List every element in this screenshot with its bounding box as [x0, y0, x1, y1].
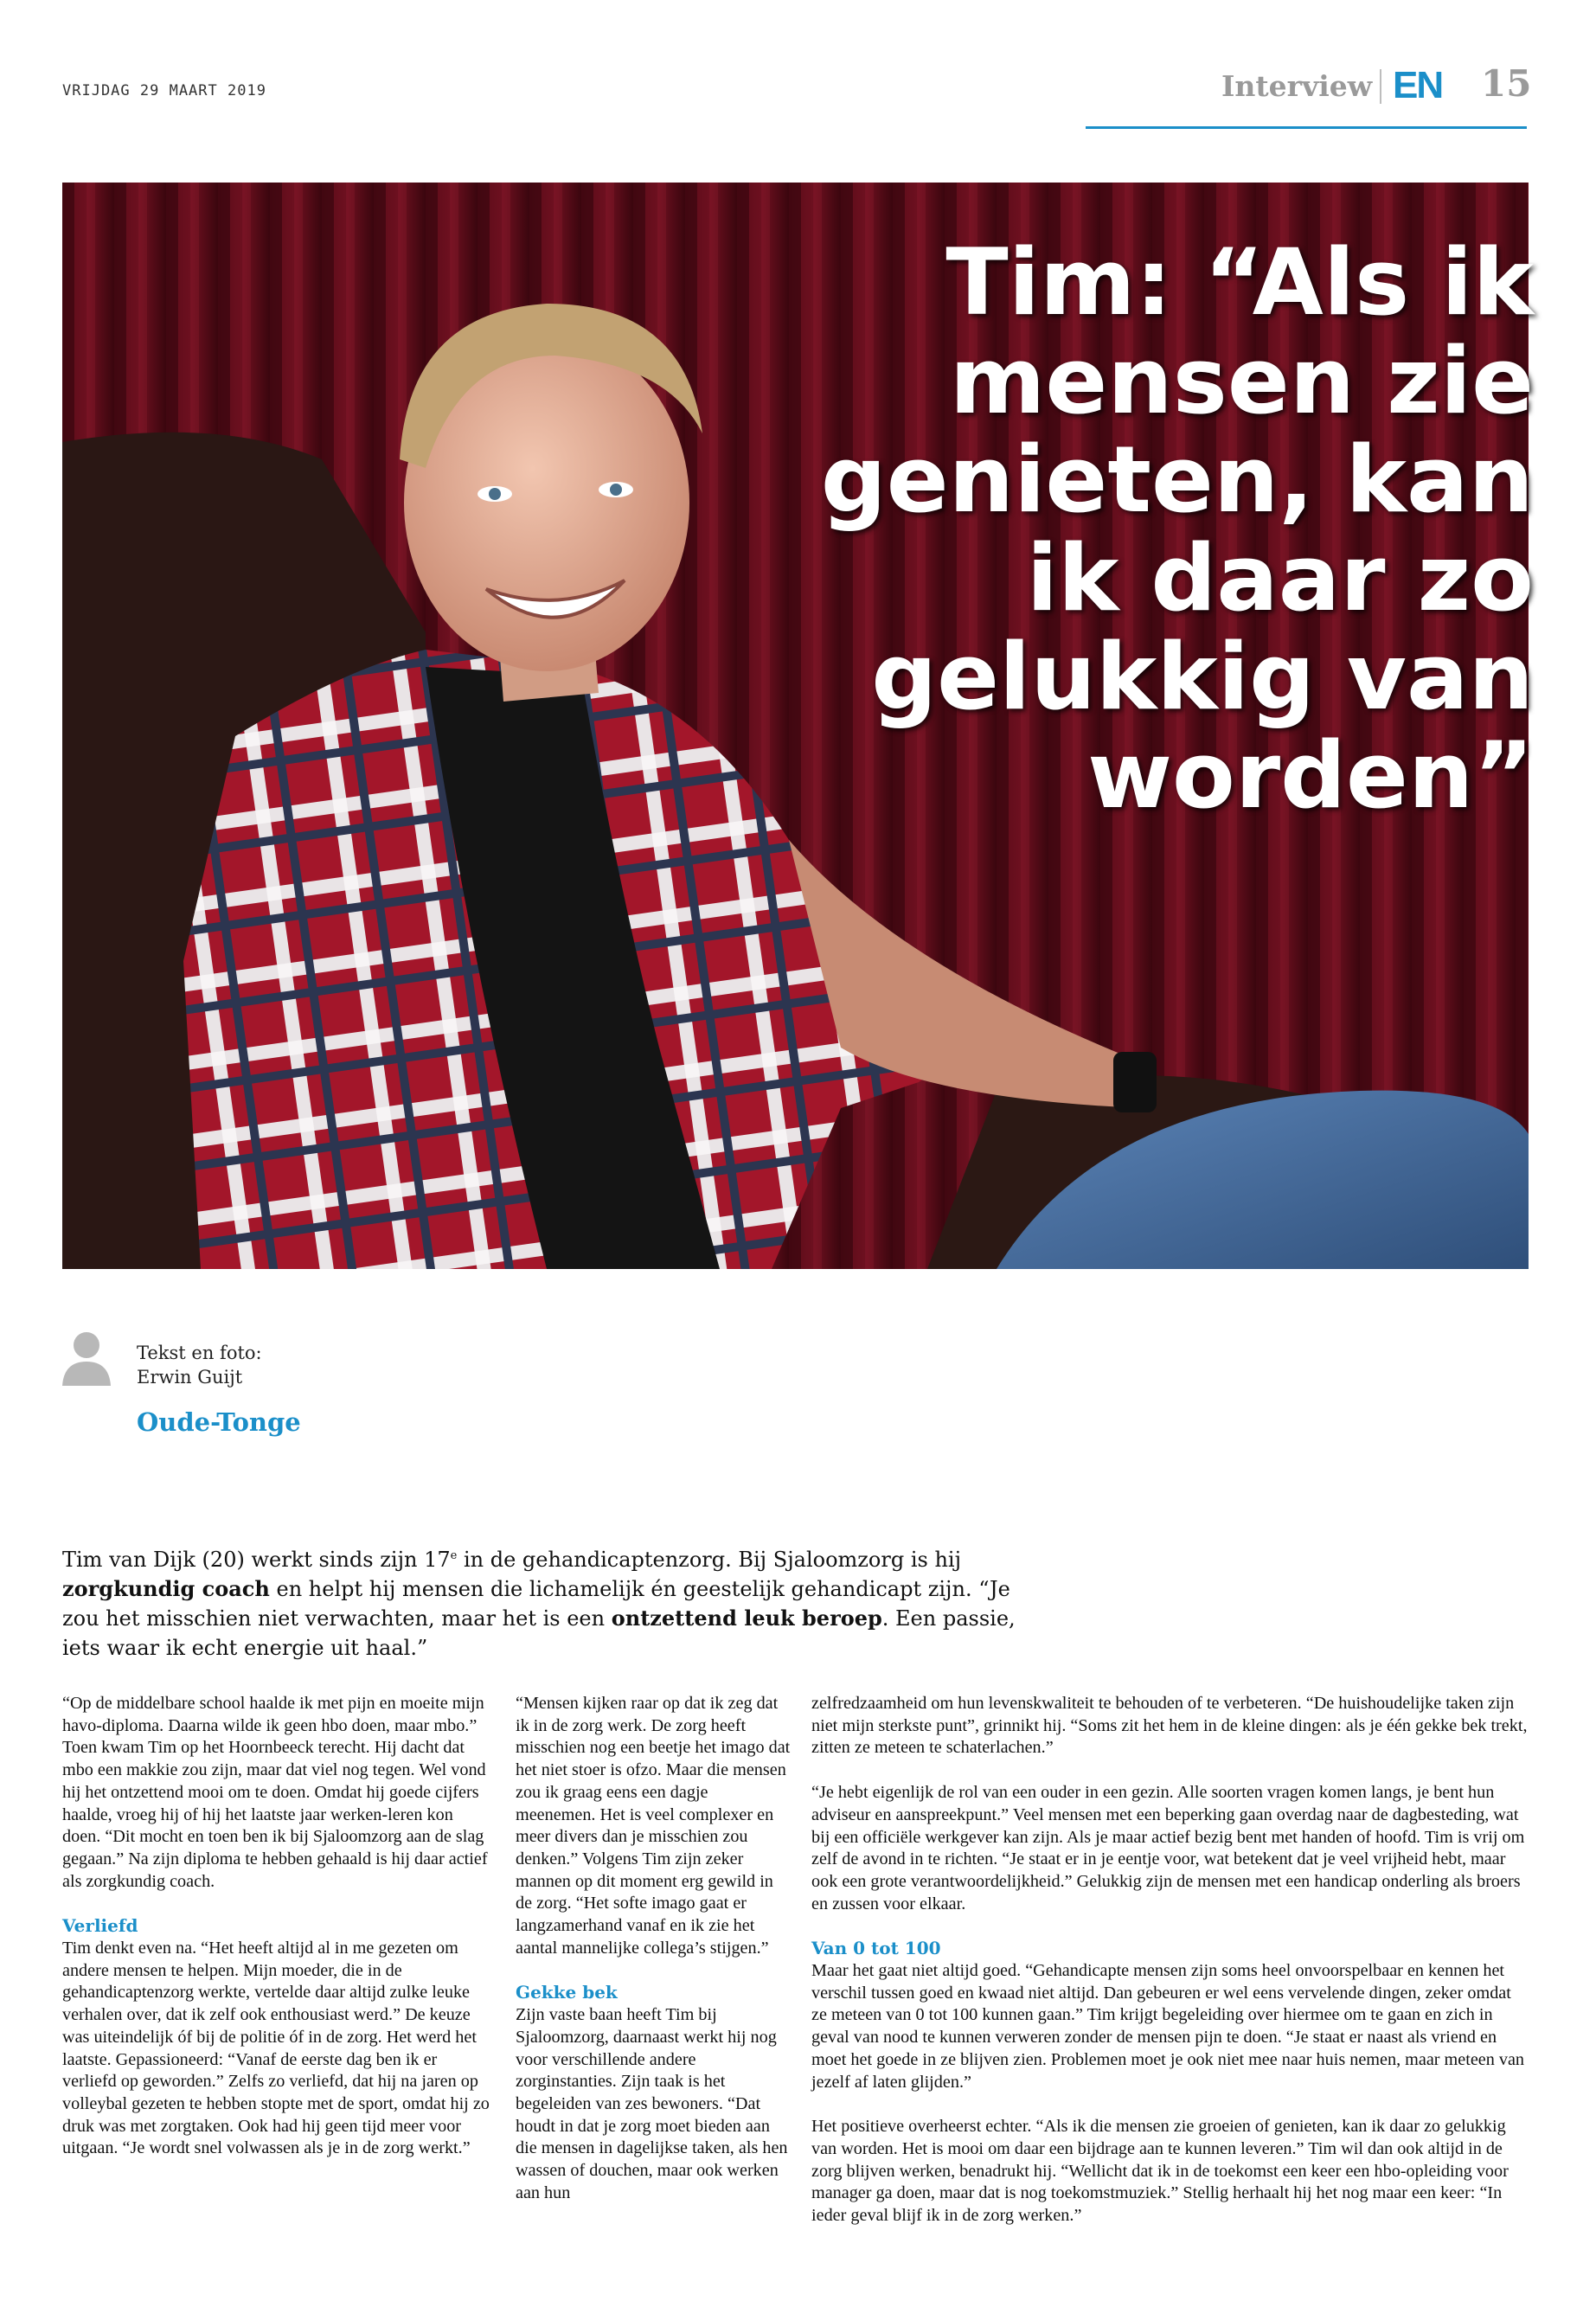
header-divider	[1380, 69, 1381, 104]
body-paragraph: Het positieve overheerst echter. “Als ik die mensen zie groeien of genieten, kan ik daar zo gelukkig van worden. Het is mooi om daar een bijdrage aan te kunnen leveren.” Tim wil dan ook altijd in de zorg blijven werken, benadrukt hij. “Wellicht dat ik in de toekomst een keer een hbo-opleiding voor manager ga doen, maar dat is nog toekomstmuziek.” Stellig herhaalt hij het nog maar een keer: “In ieder geval blijf ik in de zorg werken.”	[811, 2117, 1509, 2226]
body-paragraph: Zijn vaste baan heeft Tim bij Sjaloomzorg, daarnaast werkt hij nog voor verschillende andere zorginstanties. Zijn taak is het begeleiden van zes bewoners. “Dat houdt in dat je zorg moet bieden aan die mensen in dagelijkse taken, als hen wassen of douchen, maar ook werken aan hun	[516, 2005, 788, 2202]
intro-paragraph	[62, 1541, 1022, 1663]
intro-bold: ontzettend leuk beroep	[611, 1606, 882, 1631]
intro-text: in de gehandicaptenzorg. Bij Sjaloomzorg is hij	[457, 1548, 962, 1572]
subheading: Verliefd	[62, 1915, 138, 1937]
headline-line: Tim: “Als ik	[945, 229, 1534, 336]
body-paragraph: “Mensen kijken raar op dat ik zeg dat ik in de zorg werk. De zorg heeft misschien nog een beetje het imago dat het niet stoer is ofzo. Maar die mensen zou ik graag eens een dagje meenemen. Het is veel complexer en meer divers dan je misschien zou denken.” Volgens Tim zijn zeker mannen op dit moment erg gewild in de zorg. “Het softe imago gaat er langzamerhand vanaf en ik zie het aantal mannelijke collega’s stijgen.”	[516, 1694, 791, 1958]
person-icon	[62, 1330, 111, 1386]
page-number: 15	[1481, 62, 1532, 105]
issue-date: VRIJDAG 29 MAART 2019	[62, 82, 266, 99]
body-paragraph: Tim denkt even na. “Het heeft altijd al in me gezeten om andere mensen te helpen. Mijn moeder, die in de gehandicaptenzorg werkte, vertelde daar altijd zulke leuke verhalen over, dat ik zelf ook enthousiast werd.” De keuze was uiteindelijk óf bij de politie óf in de zorg. Het werd het laatste. Gepassioneerd: “Vanaf de eerste dag ben ik er verliefd op geworden.” Zelfs zo verliefd, dat hij na jaren op volleybal gezeten te hebben stopte met de sport, omdat hij zo druk was met zorgtaken. Ook had hij geen tijd meer voor uitgaan. “Je wordt snel volwassen als je in de zorg werkt.”	[62, 1939, 490, 2158]
body-column-3	[811, 1693, 1528, 2250]
section-label: Interview	[1221, 69, 1373, 103]
intro-text: Tim van Dijk (20) werkt sinds zijn 17	[62, 1548, 451, 1572]
body-paragraph: “Op de middelbare school haalde ik met pijn en moeite mijn havo-diploma. Daarna wilde ik geen hbo doen, maar mbo.” Toen kwam Tim op het Hoornbeeck terecht. Hij dacht dat mbo een makkie zou zijn, maar dat viel nog tegen. Wel vond hij het ontzettend mooi om te doen. Omdat hij goede cijfers haalde, vroeg hij of hij het laatste jaar werken-leren kon doen. “Dit mocht en toen ben ik bij Sjaloomzorg aan de slag gegaan.” Na zijn diploma te hebben gehaald is hij daar actief als zorgkundig coach.	[62, 1694, 488, 1891]
intro-text: en helpt hij mensen die lichamelijk én geestelijk gehandicapt zijn. “Je zou het misschien niet verwachten, maar het is een	[62, 1577, 1010, 1631]
intro-bold: zorgkundig coach	[62, 1576, 270, 1601]
body-column-2	[516, 1693, 792, 2227]
body-paragraph: Maar het gaat niet altijd goed. “Gehandicapte mensen zijn soms heel onvoorspelbaar en kennen het verschil tussen goed en kwaad niet altijd. Dan gebeuren er wel eens vervelende dingen, zeker omdat ze meteen van 0 tot 100 kunnen gaan.” Tim krijgt begeleiding over hiermee om te gaan en zich in geval van nood te kunnen verweren zonder de mensen pijn te doen. “Je staat er naast als vriend en moet het goede in ze blijven zien. Problemen moet je ook niet mee naar huis nemen, maar meteen van jezelf af laten glijden.”	[811, 1961, 1525, 2092]
dateline-place: Oude-Tonge	[137, 1407, 301, 1437]
headline-line: mensen zie	[949, 328, 1534, 434]
body-paragraph: “Je hebt eigenlijk de rol van een ouder in een gezin. Alle soorten vragen komen langs, je bent hun adviseur en aanspreekpunt.” Veel mensen met een beperking gaan overdag naar de dagbesteding, wat bij een officiële werkgever kan zijn. Als je maar actief bezig bent met handen of hoofd. Tim is vrij om zelf de avond in te richten. “Je staat er in je eentje voor, wat betekent dat je veel vrijheid hebt, maar ook een grote verantwoordelijkheid.” Gelukkig zijn de mensen met een handicap onderling als broers en zussen voor elkaar.	[811, 1783, 1525, 1913]
headline-line: genieten, kan	[820, 426, 1534, 533]
intro-superscript: e	[450, 1549, 458, 1562]
headline-line: gelukkig van	[871, 624, 1534, 730]
headline-line: ik daar zo	[1026, 525, 1534, 631]
credit-label: Tekst en foto:	[137, 1343, 262, 1363]
author-name: Erwin Guijt	[137, 1367, 243, 1388]
publication-logo: EN	[1393, 64, 1443, 106]
body-paragraph: zelfredzaamheid om hun levenskwaliteit te behouden of te verbeteren. “De huishoudelijke taken zijn niet mijn sterkste punt”, grinnikt hij. “Soms zit het hem in de kleine dingen: als je één gekke bek trekt, zitten ze meteen te schaterlachen.”	[811, 1694, 1528, 1758]
subheading: Van 0 tot 100	[811, 1938, 941, 1959]
header-rule	[1086, 126, 1527, 129]
headline-line: worden”	[1087, 722, 1534, 829]
headline	[755, 229, 1534, 829]
body-column-1	[62, 1693, 495, 2182]
intro-text: . Een passie, iets waar ik echt energie uit haal.”	[62, 1606, 1016, 1660]
subheading: Gekke bek	[516, 1982, 618, 2003]
